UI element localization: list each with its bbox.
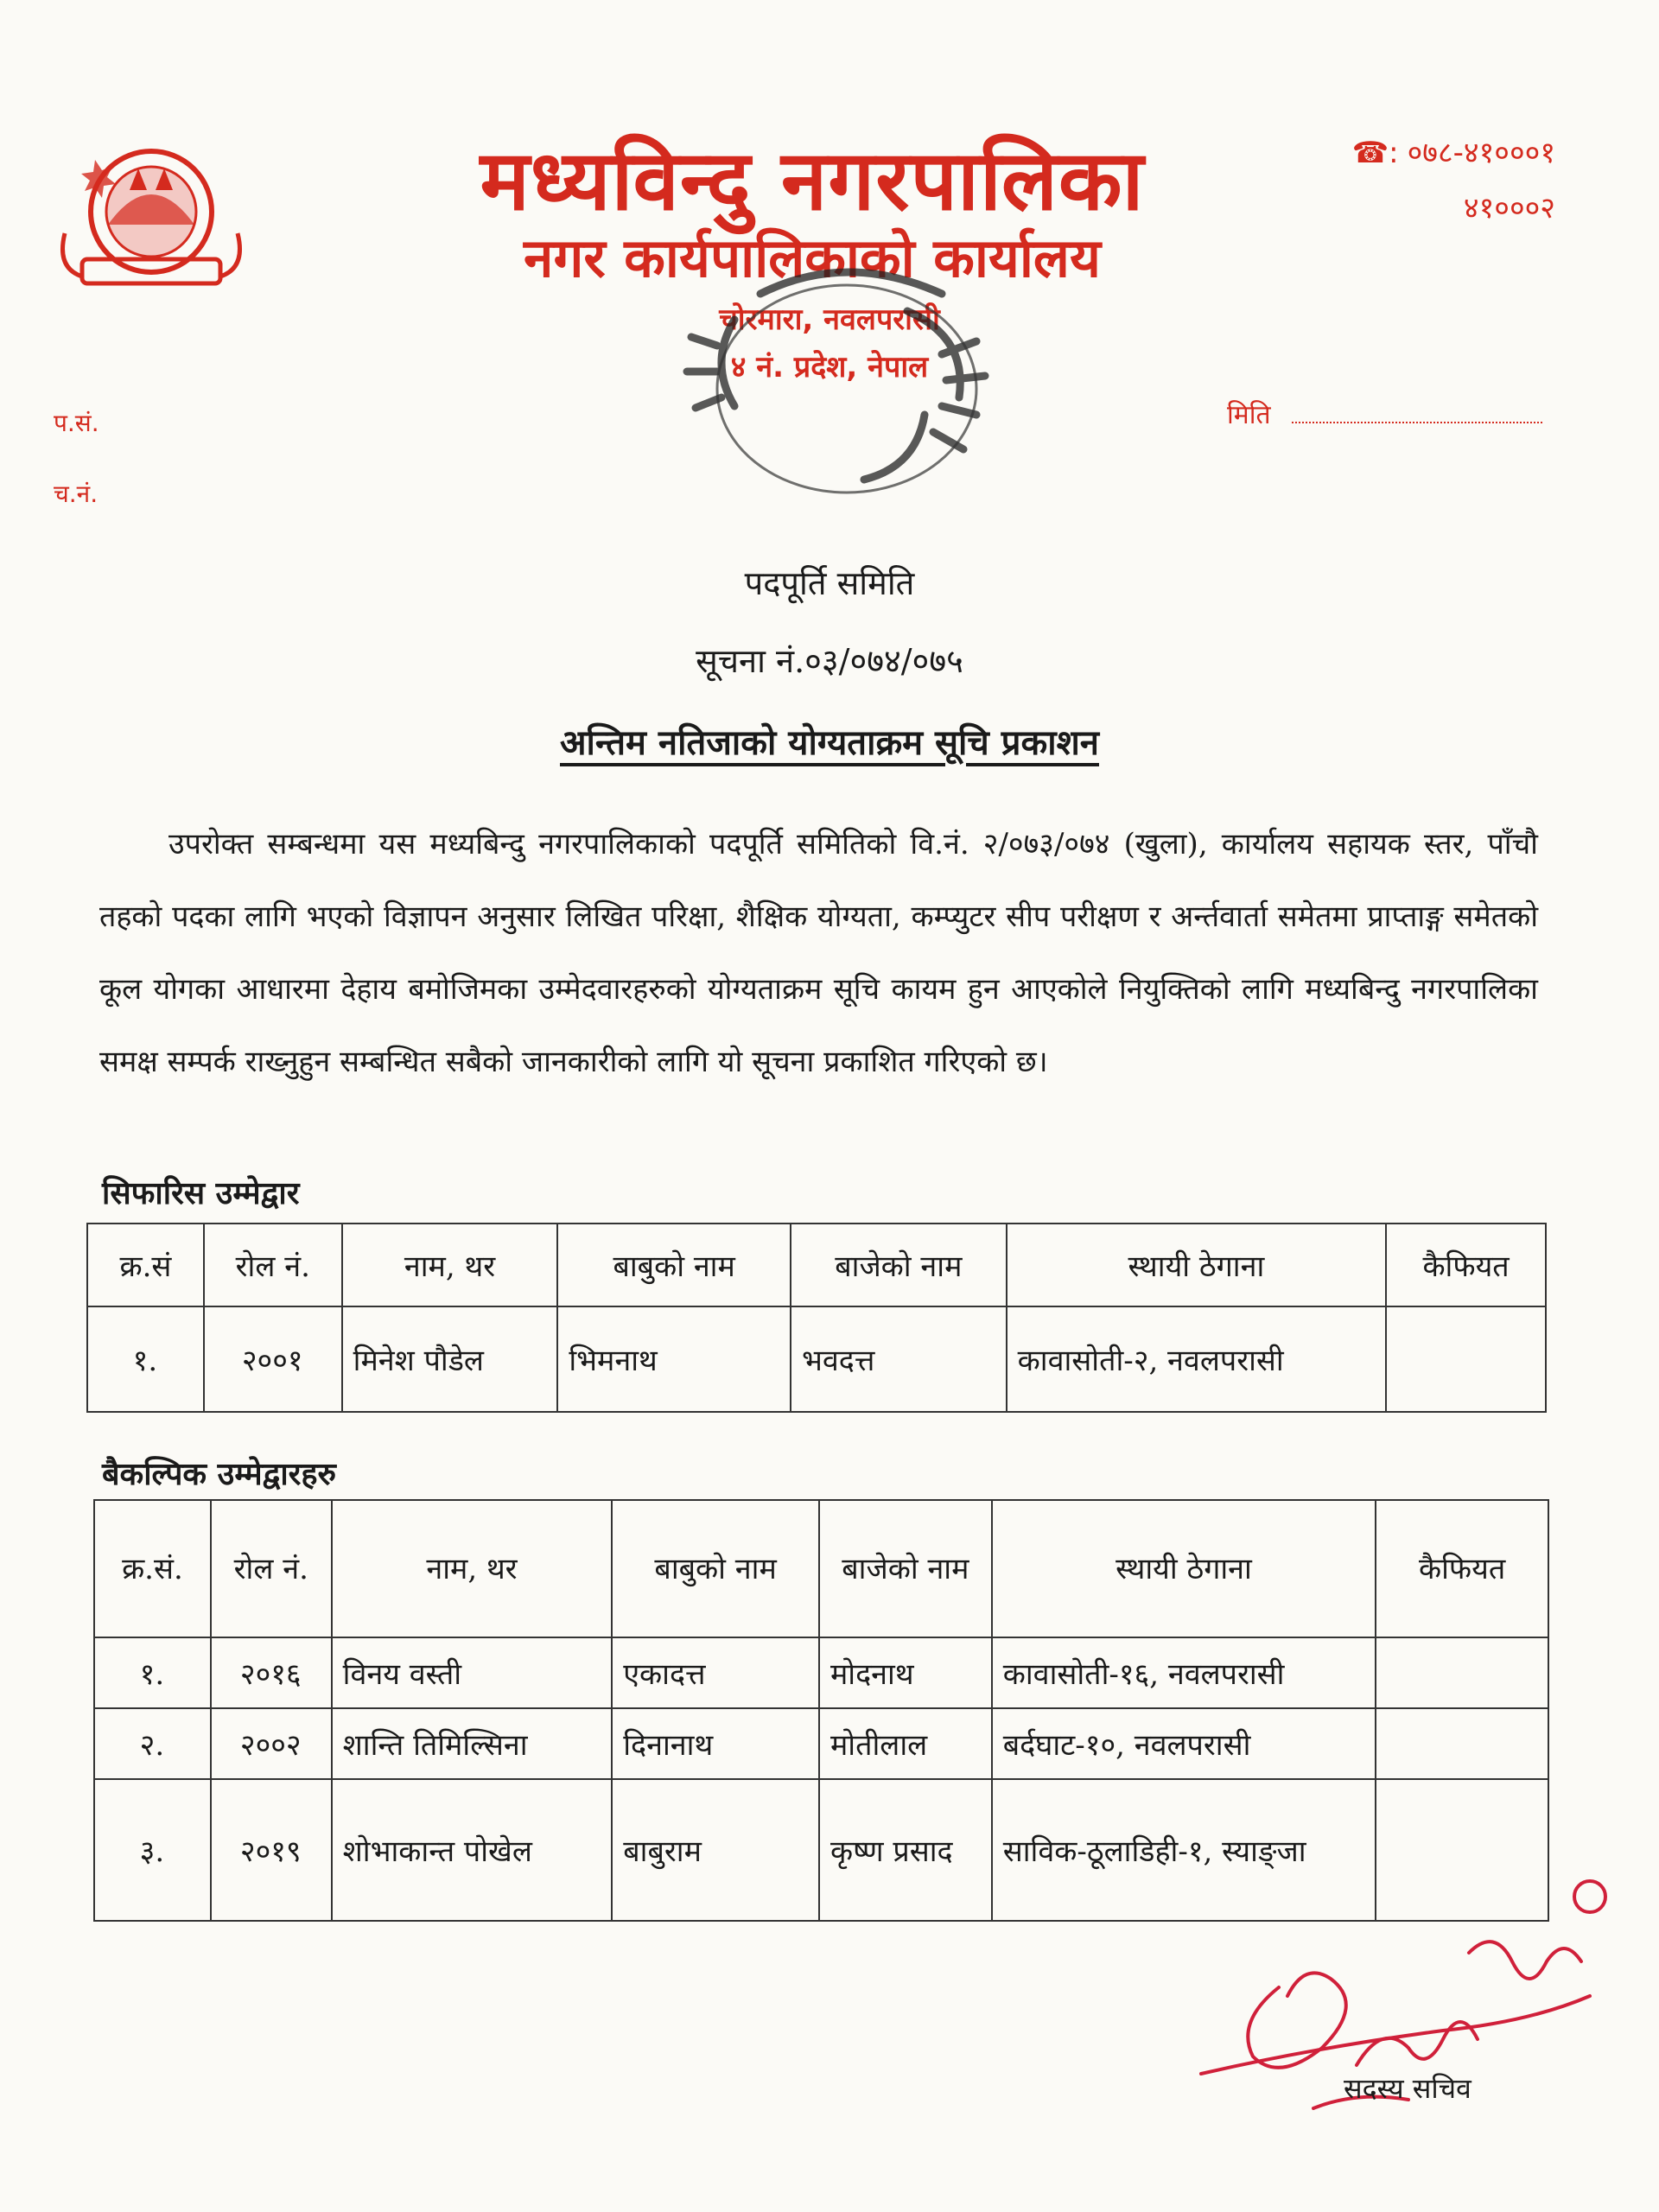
cell-roll: २०१६: [211, 1637, 332, 1708]
reference-number-label: प.सं.: [54, 409, 99, 437]
table-header-row: [87, 1224, 1546, 1306]
header-address: स्थायी ठेगाना: [992, 1500, 1376, 1637]
header-grandfather-name: बाजेको नाम: [791, 1224, 1007, 1306]
header-address: स्थायी ठेगाना: [1007, 1224, 1386, 1306]
nepal-emblem-logo: [48, 130, 255, 302]
cell-father-name: एकादत्त: [612, 1637, 819, 1708]
header-remarks: कैफियत: [1376, 1500, 1548, 1637]
cell-remarks: [1376, 1637, 1548, 1708]
office-stamp: [683, 259, 1011, 510]
cell-grandfather-name: मोतीलाल: [819, 1708, 992, 1779]
cell-remarks: [1376, 1708, 1548, 1779]
cell-serial: १.: [87, 1306, 204, 1412]
date-field-line: [1292, 422, 1542, 423]
cell-address: कावासोती-२, नवलपरासी: [1007, 1306, 1386, 1412]
cell-name: विनय वस्ती: [332, 1637, 613, 1708]
cell-address: कावासोती-१६, नवलपरासी: [992, 1637, 1376, 1708]
header-name: नाम, थर: [342, 1224, 558, 1306]
cell-name: मिनेश पौडेल: [342, 1306, 558, 1412]
alternates-section-title: बैकल्पिक उम्मेद्वारहरु: [102, 1456, 337, 1492]
address-line-2: ४ नं. प्रदेश, नेपाल: [730, 350, 929, 385]
cell-grandfather-name: भवदत्त: [791, 1306, 1007, 1412]
table-row: [94, 1708, 1548, 1779]
phone-number-2: ४१०००२: [1463, 191, 1555, 226]
cell-father-name: भिमनाथ: [557, 1306, 791, 1412]
cell-father-name: दिनानाथ: [612, 1708, 819, 1779]
cell-serial: ३.: [94, 1779, 211, 1921]
header-roll: रोल नं.: [211, 1500, 332, 1637]
header-serial: क्र.सं.: [94, 1500, 211, 1637]
notice-heading-text: अन्तिम नतिजाको योग्यताक्रम सूचि प्रकाशन: [560, 722, 1099, 763]
header-serial: क्र.सं: [87, 1224, 204, 1306]
header-name: नाम, थर: [332, 1500, 613, 1637]
municipality-name: मध्यविन्दु नगरपालिका: [480, 132, 1145, 229]
phone-block: [1279, 125, 1555, 236]
table-row: [94, 1637, 1548, 1708]
header-father-name: बाबुको नाम: [612, 1500, 819, 1637]
header-remarks: कैफियत: [1386, 1224, 1546, 1306]
cell-serial: २.: [94, 1708, 211, 1779]
telephone-icon: ☎:: [1351, 136, 1399, 170]
notice-body: उपरोक्त सम्बन्धमा यस मध्यबिन्दु नगरपालिकाको पदपूर्ति समितिको वि.नं. २/०७३/०७४ (खुला), कार्यालय सहायक स्तर, पाँचौ तहको पदका लागि भएको विज्ञापन अनुसार लिखित परिक्षा, शैक्षिक योग्यता, कम्प्युटर सीप परीक्षण र अर्न्तवार्ता समेतमा प्राप्ताङ्ग समेतको कूल योगका आधारमा देहाय बमोजिमका उम्मेदवारहरुको योग्यताक्रम सूचि कायम हुन आएकोले नियुक्तिको लागि मध्यबिन्दु नगरपालिका समक्ष सम्पर्क राख्नुहुन सम्बन्धित सबैको जानकारीको लागि यो सूचना प्रकाशित गरिएको छ।: [99, 827, 1538, 1079]
notice-heading: [0, 717, 1659, 765]
dispatch-number-label: च.नं.: [54, 480, 99, 508]
signatory-designation: सदस्य सचिव: [1344, 2072, 1471, 2105]
cell-remarks: [1386, 1306, 1546, 1412]
cell-address: साविक-ठूलाडिही-१, स्याङ्जा: [992, 1779, 1376, 1921]
cell-roll: २००२: [211, 1708, 332, 1779]
cell-roll: २०१९: [211, 1779, 332, 1921]
date-label: मिति: [1227, 400, 1271, 430]
office-name: नगर कार्यपालिकाको कार्यालय: [524, 226, 1101, 289]
header-father-name: बाबुको नाम: [557, 1224, 791, 1306]
cell-name: शोभाकान्त पोखेल: [332, 1779, 613, 1921]
cell-roll: २००१: [204, 1306, 342, 1412]
cell-name: शान्ति तिमिल्सिना: [332, 1708, 613, 1779]
recommended-table: [86, 1223, 1547, 1413]
phone-number-1: ०७८-४१०००१: [1407, 136, 1555, 170]
header-grandfather-name: बाजेको नाम: [819, 1500, 992, 1637]
cell-address: बर्दघाट-१०, नवलपरासी: [992, 1708, 1376, 1779]
committee-name: पदपूर्ति समिति: [744, 564, 915, 602]
notice-number: सूचना नं.०३/०७४/०७५: [696, 642, 963, 680]
table-row: [87, 1306, 1546, 1412]
cell-grandfather-name: मोदनाथ: [819, 1637, 992, 1708]
recommended-section-title: सिफारिस उम्मेद्वार: [102, 1175, 300, 1211]
cell-father-name: बाबुराम: [612, 1779, 819, 1921]
header-roll: रोल नं.: [204, 1224, 342, 1306]
cell-serial: १.: [94, 1637, 211, 1708]
address-line-1: चोरमारा, नवलपरासी: [719, 302, 940, 337]
table-header-row: [94, 1500, 1548, 1637]
cell-grandfather-name: कृष्ण प्रसाद: [819, 1779, 992, 1921]
